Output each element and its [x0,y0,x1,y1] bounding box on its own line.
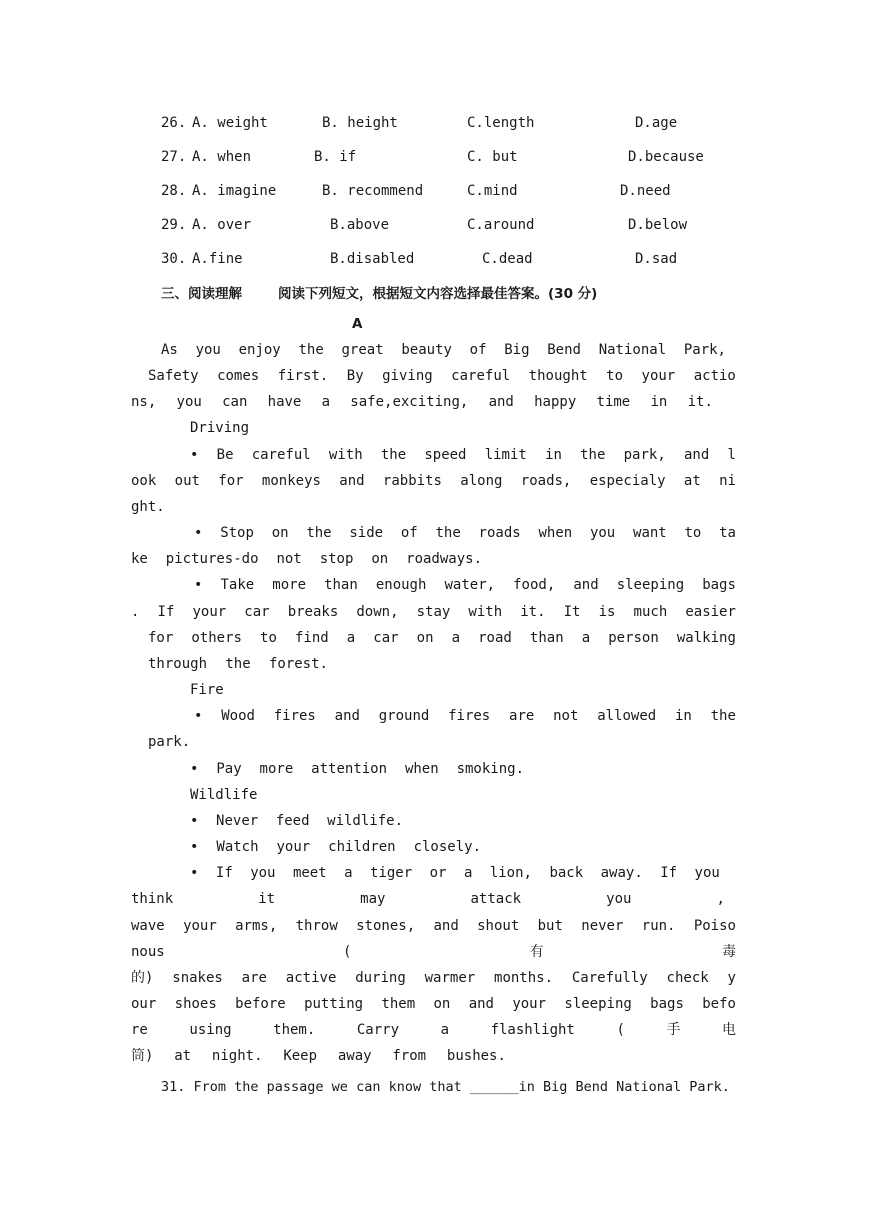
driving-line: through the forest. [148,656,328,672]
fire-line: park. [148,734,191,750]
wildlife-heading: Wildlife [190,787,258,803]
driving-line: • Take more than enough water, food, and sleeping bags [194,577,736,593]
wildlife-line: 筒) at night. Keep away from bushes. [131,1048,506,1064]
fire-line: • Pay more attention when smoking. [190,761,524,777]
fire-heading: Fire [190,682,224,698]
driving-line: ght. [131,499,165,515]
question-number: 28. [161,183,187,199]
option-b: B.above [330,217,390,233]
driving-line: ke pictures-do not stop on roadways. [131,551,482,567]
option-b: B.disabled [330,251,415,267]
option-d: D.need [620,183,671,199]
question-number: 30. [161,251,187,267]
option-a: A. when [192,149,252,165]
wildlife-line: our shoes before putting them on and your sleeping bags befo [131,996,736,1012]
option-c: C.length [467,115,535,131]
question-number: 29. [161,217,187,233]
option-c: C.dead [482,251,533,267]
option-a: A. imagine [192,183,277,199]
option-a: A. over [192,217,252,233]
fire-line: • Wood fires and ground fires are not allowed in the [194,708,736,724]
question-31: 31. From the passage we can know that ______in Big Bend National Park. [161,1079,730,1095]
wildlife-line: nous ( 有 毒 [131,944,736,960]
option-d: D.because [628,149,704,165]
wildlife-line: 的) snakes are active during warmer months. Carefully check y [131,970,736,986]
option-a: A. weight [192,115,268,131]
wildlife-line: • If you meet a tiger or a lion, back away. If you [190,865,720,881]
option-c: C.around [467,217,535,233]
wildlife-line: re using them. Carry a flashlight ( 手 电 [131,1022,736,1038]
option-d: D.below [628,217,688,233]
option-c: C. but [467,149,518,165]
driving-line: • Stop on the side of the roads when you want to ta [194,525,736,541]
option-b: B. recommend [322,183,424,199]
wildlife-line: think it may attack you , [131,891,725,907]
option-d: D.sad [635,251,678,267]
wildlife-line: wave your arms, throw stones, and shout but never run. Poiso [131,918,736,934]
option-c: C.mind [467,183,518,199]
passage-intro-line: Safety comes first. By giving careful thought to your actio [148,368,736,384]
driving-line: . If your car breaks down, stay with it. It is much easier [131,604,736,620]
passage-label: A [352,316,363,332]
driving-line: for others to find a car on a road than a person walking [148,630,736,646]
option-b: B. height [322,115,398,131]
passage-intro-line: As you enjoy the great beauty of Big Bend National Park, [161,342,726,358]
option-d: D.age [635,115,678,131]
section-title: 三、阅读理解 [161,286,242,302]
driving-heading: Driving [190,420,250,436]
passage-intro-line: ns, you can have a safe,exciting, and happy time in it. [131,394,713,410]
question-number: 26. [161,115,187,131]
driving-line: ook out for monkeys and rabbits along roads, especialy at ni [131,473,736,489]
wildlife-line: • Watch your children closely. [190,839,481,855]
wildlife-line: • Never feed wildlife. [190,813,403,829]
driving-line: • Be careful with the speed limit in the park, and l [190,447,736,463]
option-a: A.fine [192,251,243,267]
option-b: B. if [314,149,357,165]
question-number: 27. [161,149,187,165]
section-instruction: 阅读下列短文，根据短文内容选择最佳答案。(30 分) [278,286,598,302]
